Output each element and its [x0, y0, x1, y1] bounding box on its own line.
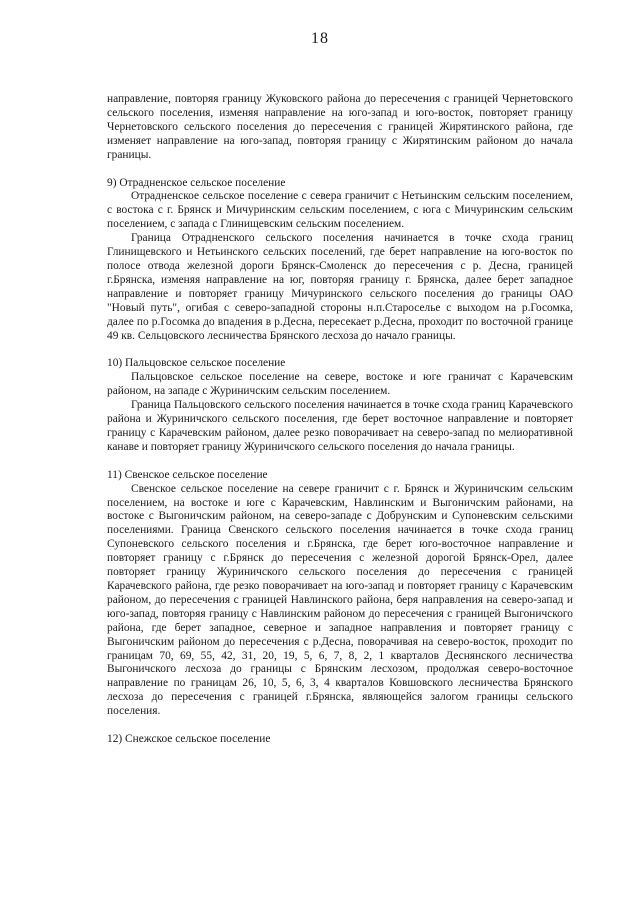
section-paragraph: Свенское сельское поселение на севере граничит с г. Брянск и Журиничским сельским поселением, на востоке и юге с Карачевским, Навлинским и Выгоничским районами, на востоке с Выгоничским районом, на северо-западе с Добрунским и Супоневским сельскими поселениями. Граница Свенского сельского поселения начинается в точке схода границ Супоневского сельского поселения и г.Брянска, где берет юго-восточное направление и повторяет границу с г.Брянск до пересечения с железной дорогой Брянск-Орел, далее повторяет границу Журиничского сельского поселения до пересечения с границей Карачевского района, где резко поворачивает на юго-запад и повторяет границу с Карачевским районом, до пересечения с границей Навлинского района, беря направления на северо-запад и юго-запад, повторяя границу с Навлинским районом до пересечения с границей Выгоничского района, где берет западное, северное и западное направления и повторяет границу с Выгоничским районом до пересечения с р.Десна, поворачивая на северо-восток, проходит по границам 70, 69, 55, 42, 31, 20, 19, 5, 6, 7, 8, 2, 1 кварталов Деснянского лесничества Выгоничского лесхоза до границы с Брянским лесхозом, продолжая северо-восточное направление по границам 26, 10, 5, 6, 3, 4 кварталов Ковшовского лесничества Брянского лесхоза до пересечения с границей г.Брянска, являющейся залогом границы сельского поселения.: [107, 482, 573, 718]
section-paragraph: Пальцовское сельское поселение на севере, востоке и юге граничат с Карачевским районом, на западе с Журиничским сельским поселением.: [107, 371, 573, 398]
section-heading: 12) Снежское сельское поселение: [107, 733, 271, 746]
intro-paragraph: направление, повторяя границу Жуковского района до пересечения с границей Чернетовского сельского поселения, изменяя направление на юго-запад и юго-восток, повторяет границу Чернетовского сельского поселения до пересечения с границей Жирятинского района, где изменяет направление на юго-запад, повторяя границу с Жирятинским районом до начала границы.: [107, 93, 573, 161]
page-number: 18: [311, 30, 329, 47]
document-body: [107, 93, 573, 747]
section-heading: 9) Отрадненское сельское поселение: [107, 176, 286, 189]
section-paragraph: Отрадненское сельское поселение с севера граничит с Нетьинским сельским поселением, с востока с г. Брянск и Мичуринским сельским поселением, с юга с Мичуринским сельским поселением, с запада с Глинищевским сельским поселением.: [107, 190, 573, 231]
section-paragraph: Граница Отрадненского сельского поселения начинается в точке схода границ Глинищевского и Нетьинского сельских поселений, где берет направление на юго-восток по полосе отвода железной дороги Брянск-Смоленск до пересечения с р. Десна, границей г.Брянска, изменяя направление на юг, повторяя границу г. Брянска, далее берет западное направление и повторяет границу Мичуринского сельского поселения до границы ОАО "Новый путь", огибая с северо-западной стороны н.п.Староселье с выходом на р.Госомка, далее по р.Госомка до впадения в р.Десна, пересекает р.Десна, проходит по восточной границе 49 кв. Сельцовского лесничества Брянского лесхоза до начало границы.: [107, 232, 573, 342]
section-heading: 10) Пальцовское сельское поселение: [107, 357, 286, 370]
section-paragraph: Граница Пальцовского сельского поселения начинается в точке схода границ Карачевского района и Журиничского сельского поселения, где берет восточное направление и повторяет границу с Карачевским районом, далее резко поворачивает на северо-запад по мелиоративной канаве и повторяет границу Журиничского сельского поселения до начала границы.: [107, 399, 573, 453]
section-heading: 11) Свенское сельское поселение: [107, 468, 268, 481]
